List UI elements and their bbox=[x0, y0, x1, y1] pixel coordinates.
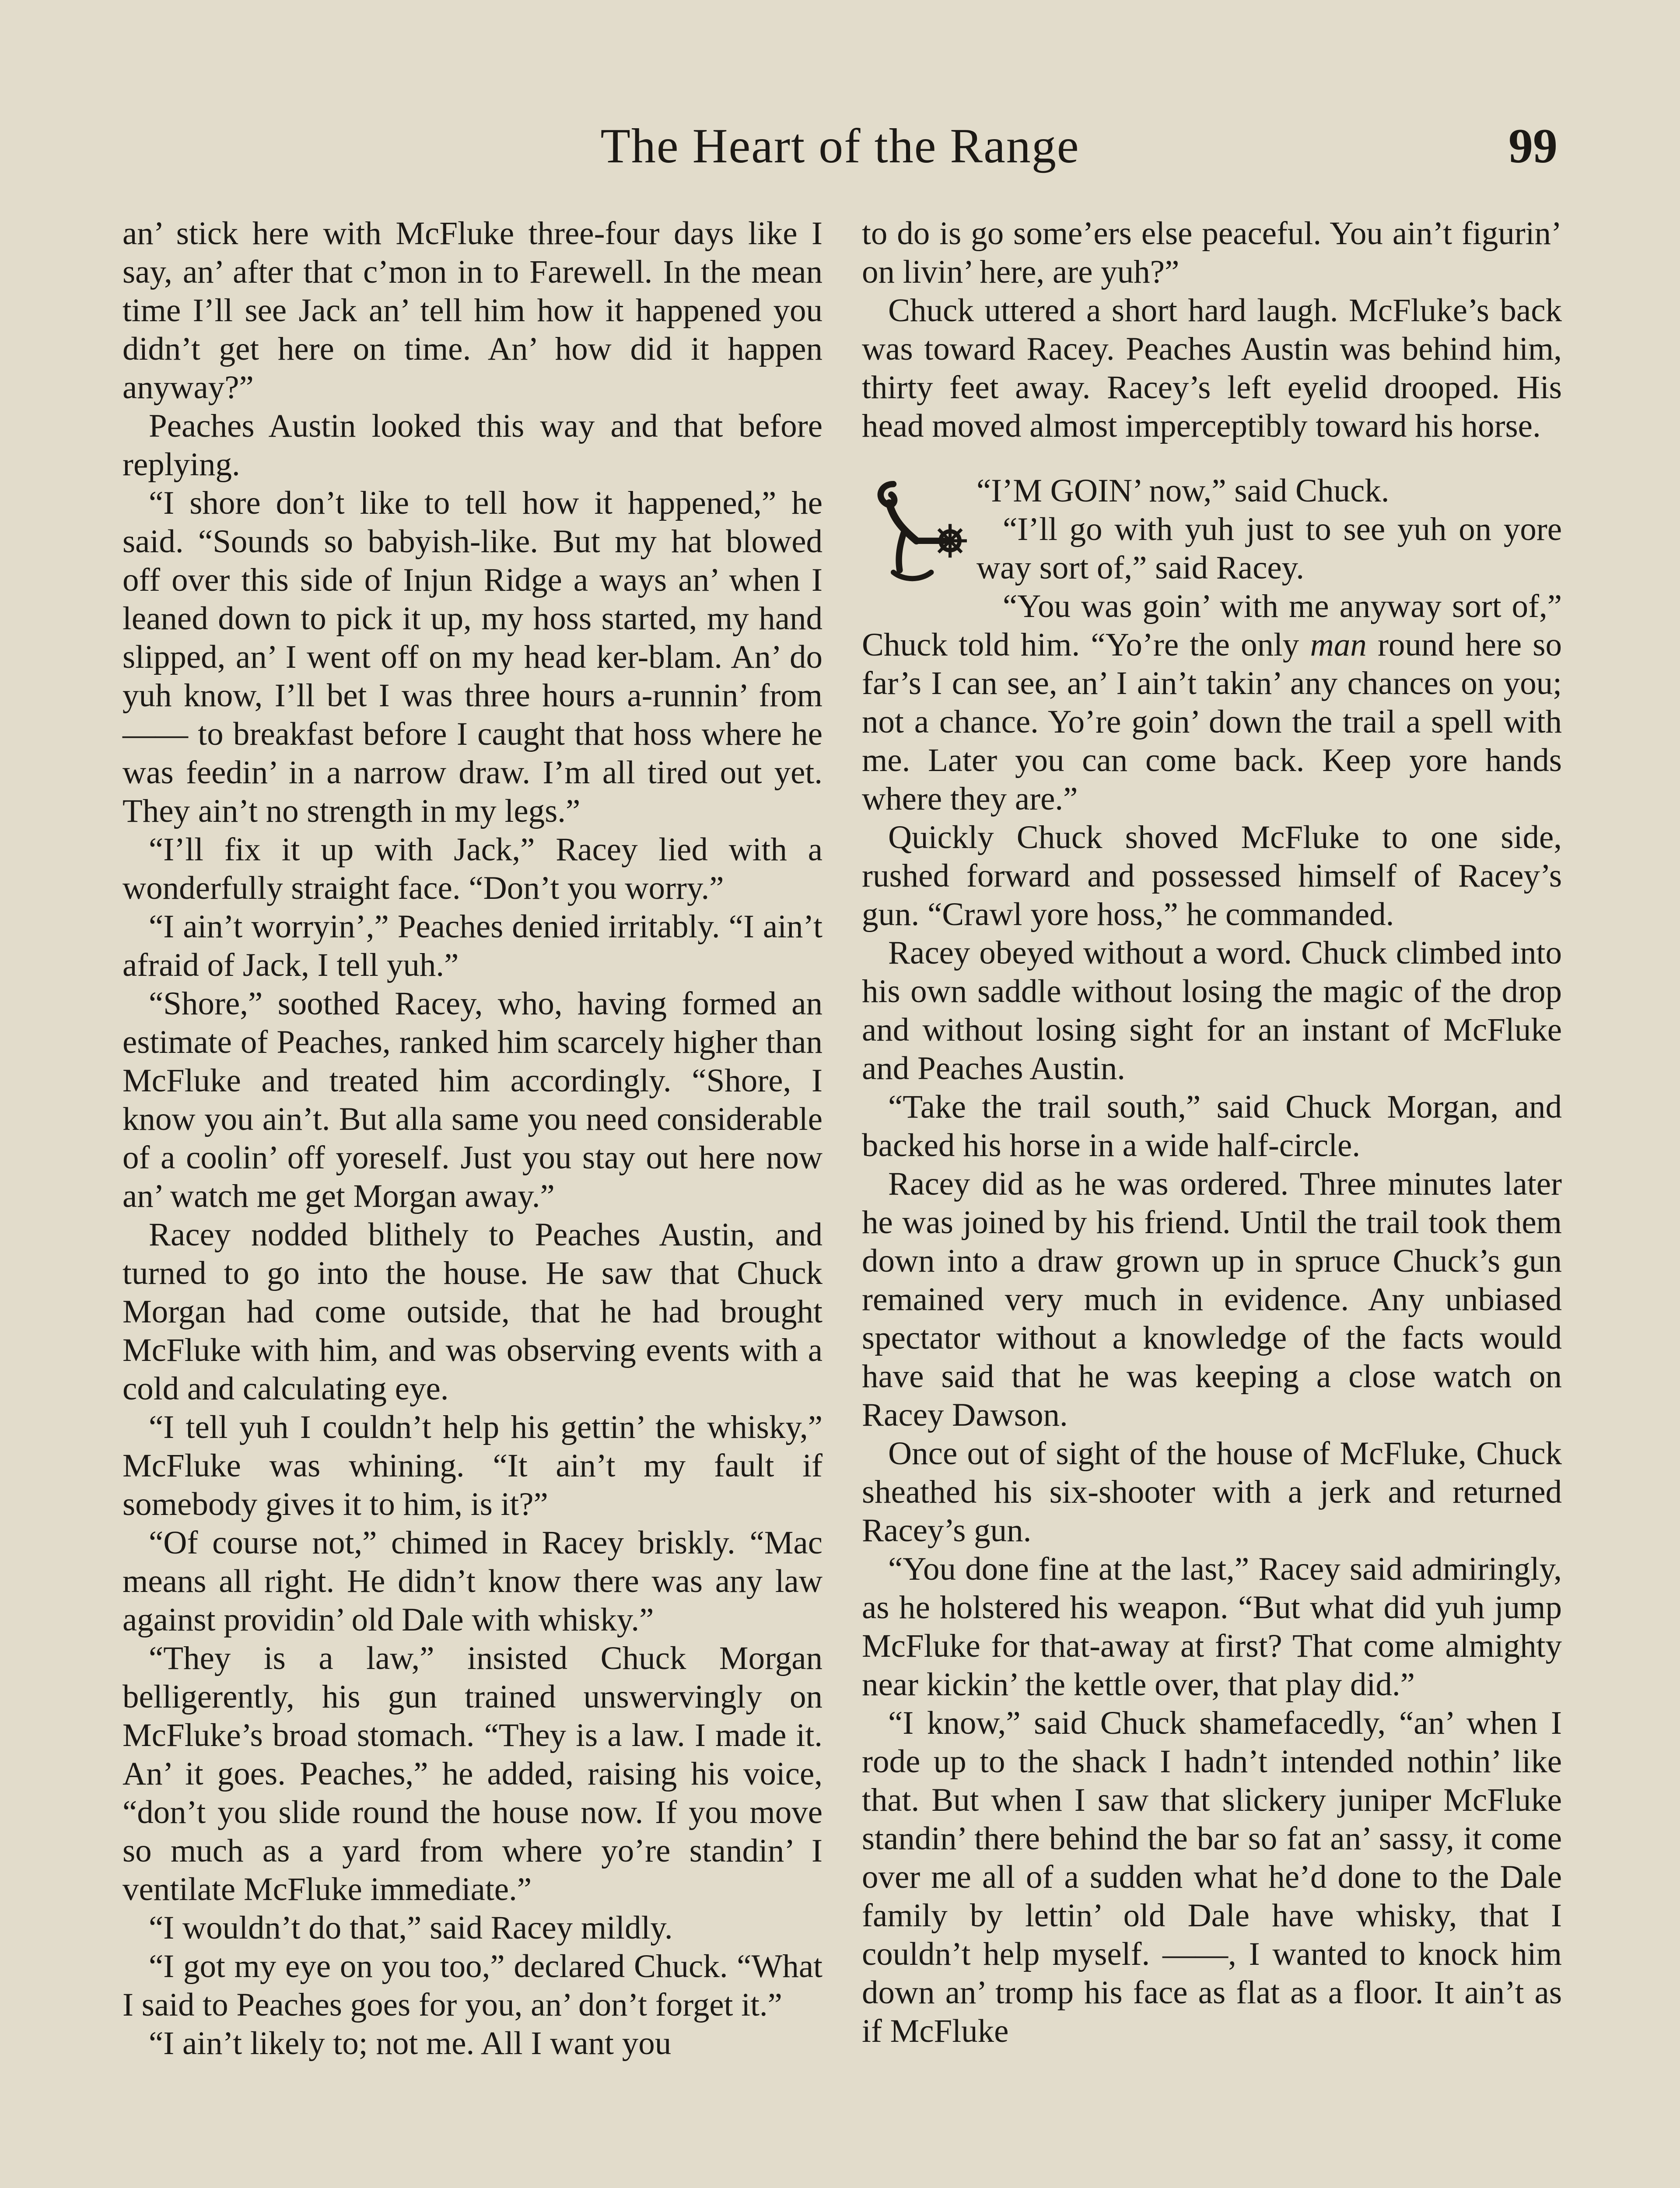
paragraph: “You done fine at the last,” Racey said admiringly, as he holstered his weapon. “But what did yuh jump McFluke for that-away at first? That come almighty near kickin’ the kettle over, that play did.” bbox=[862, 1551, 1562, 1703]
paragraph: Once out of sight of the house of McFluke, Chuck sheathed his six-shooter with a jerk and returned Racey’s gun. bbox=[862, 1435, 1562, 1549]
paragraph: “I ain’t likely to; not me. All I want you bbox=[149, 2025, 672, 2062]
paragraph: “I tell yuh I couldn’t help his gettin’ the whisky,” McFluke was whining. “It ain’t my fault if somebody gives it to him, is it?” bbox=[122, 1409, 822, 1522]
drop-paragraph-text: “I’M GOIN’ now,” said Chuck. bbox=[976, 473, 1390, 509]
running-title: The Heart of the Range bbox=[600, 119, 1080, 173]
section-opening-paragraph bbox=[862, 472, 1562, 510]
paragraph: to do is go some’ers else peaceful. You ain’t figurin’ on livin’ here, are yuh?” bbox=[862, 215, 1562, 290]
right-column bbox=[862, 214, 1562, 2051]
paragraph: Peaches Austin looked this way and that before replying. bbox=[122, 408, 822, 483]
paragraph: “I wouldn’t do that,” said Racey mildly. bbox=[149, 1910, 673, 1946]
paragraph: “I got my eye on you too,” declared Chuck. “What I said to Peaches goes for you, an’ don’t forget it.” bbox=[122, 1948, 822, 2023]
paragraph: Chuck uttered a short hard laugh. McFluke’s back was toward Racey. Peaches Austin was behind him, thirty feet away. Racey’s left eyelid drooped. His head moved almost imperceptibly toward his horse. bbox=[862, 292, 1562, 444]
paragraph: “Of course not,” chimed in Racey briskly. “Mac means all right. He didn’t know there was any law against providin’ old Dale with whisky.” bbox=[122, 1525, 822, 1638]
paragraph: “Shore,” soothed Racey, who, having formed an estimate of Peaches, ranked him scarcely higher than McFluke and treated him accordingly. “Shore, I know you ain’t. But alla same you need considerable of a coolin’ off yoreself. Just you stay out here now an’ watch me get Morgan away.” bbox=[122, 985, 822, 1214]
paragraph: Racey nodded blithely to Peaches Austin, and turned to go into the house. He saw that Chuck Morgan had come outside, that he had brought McFluke with him, and was observing events with a cold and calculating eye. bbox=[122, 1217, 822, 1407]
paragraph: “I’ll fix it up with Jack,” Racey lied with a wonderfully straight face. “Don’t you worry.” bbox=[122, 831, 822, 906]
paragraph bbox=[862, 587, 1562, 818]
left-column bbox=[122, 214, 822, 2063]
paragraph: “I know,” said Chuck shamefacedly, “an’ when I rode up to the shack I hadn’t intended nothin’ like that. But when I saw that slickery juniper McFluke standin’ there behind the bar so fat an’ sassy, it come over me all of a sudden what he’d done to the Dale family by lettin’ old Dale have whisky, that I couldn’t help myself. ——, I wanted to knock him down an’ tromp his face as flat as a floor. It ain’t as if McFluke bbox=[862, 1705, 1562, 2049]
paragraph: “I shore don’t like to tell how it happened,” he said. “Sounds so babyish-like. But my hat blowed off over this side of Injun Ridge a ways an’ when I leaned down to pick it up, my hoss started, my hand slipped, an’ I went off on my head ker-blam. An’ do yuh know, I’ll bet I was three hours a-runnin’ from —— to breakfast before I caught that hoss where he was feedin’ in a narrow draw. I’m all tired out yet. They ain’t no strength in my legs.” bbox=[122, 485, 822, 829]
paragraph-text: “You was goin’ with me anyway sort of,” Chuck told him. “Yo’re the only bbox=[862, 588, 1562, 663]
paragraph: “I ain’t worryin’,” Peaches denied irritably. “I ain’t afraid of Jack, I tell yuh.” bbox=[122, 908, 822, 983]
paragraph: Racey did as he was ordered. Three minutes later he was joined by his friend. Until the trail took them down into a draw grown up in spruce Chuck’s gun remained very much in evidence. Any unbiased spectator without a knowledge of the facts would have said that he was keeping a close watch on Racey Dawson. bbox=[862, 1166, 1562, 1433]
paragraph: Racey obeyed without a word. Chuck climbed into his own saddle without losing the magic of the drop and without losing sight for an instant of McFluke and Peaches Austin. bbox=[862, 935, 1562, 1087]
spur-ornament-icon bbox=[862, 474, 967, 593]
paragraph: an’ stick here with McFluke three-four days like I say, an’ after that c’mon in to Farewell. In the mean time I’ll see Jack an’ tell him how it happened you didn’t get here on time. An’ how did it happen anyway?” bbox=[122, 215, 822, 406]
page-number: 99 bbox=[1508, 119, 1558, 173]
paragraph: Quickly Chuck shoved McFluke to one side, rushed forward and possessed himself of Racey’s gun. “Crawl yore hoss,” he commanded. bbox=[862, 819, 1562, 933]
emphasis-text: man bbox=[1310, 627, 1367, 663]
page-header bbox=[122, 118, 1558, 193]
paragraph: “I’ll go with yuh just to see yuh on yore way sort of,” said Racey. bbox=[976, 511, 1562, 586]
paragraph: “They is a law,” insisted Chuck Morgan belligerently, his gun trained unswervingly on McFluke’s broad stomach. “They is a law. I made it. An’ it goes. Peaches,” he added, raising his voice, “don’t you slide round the house now. If you move so much as a yard from where yo’re standin’ I ventilate McFluke immediate.” bbox=[122, 1640, 822, 1907]
paragraph-text: round here so far’s I can see, an’ I ain’t takin’ any chances on you; not a chance. Yo’re goin’ down the trail a spell with me. Later you can come back. Keep yore hands where they are.” bbox=[862, 627, 1562, 817]
paragraph: “Take the trail south,” said Chuck Morgan, and backed his horse in a wide half-circle. bbox=[862, 1089, 1562, 1164]
